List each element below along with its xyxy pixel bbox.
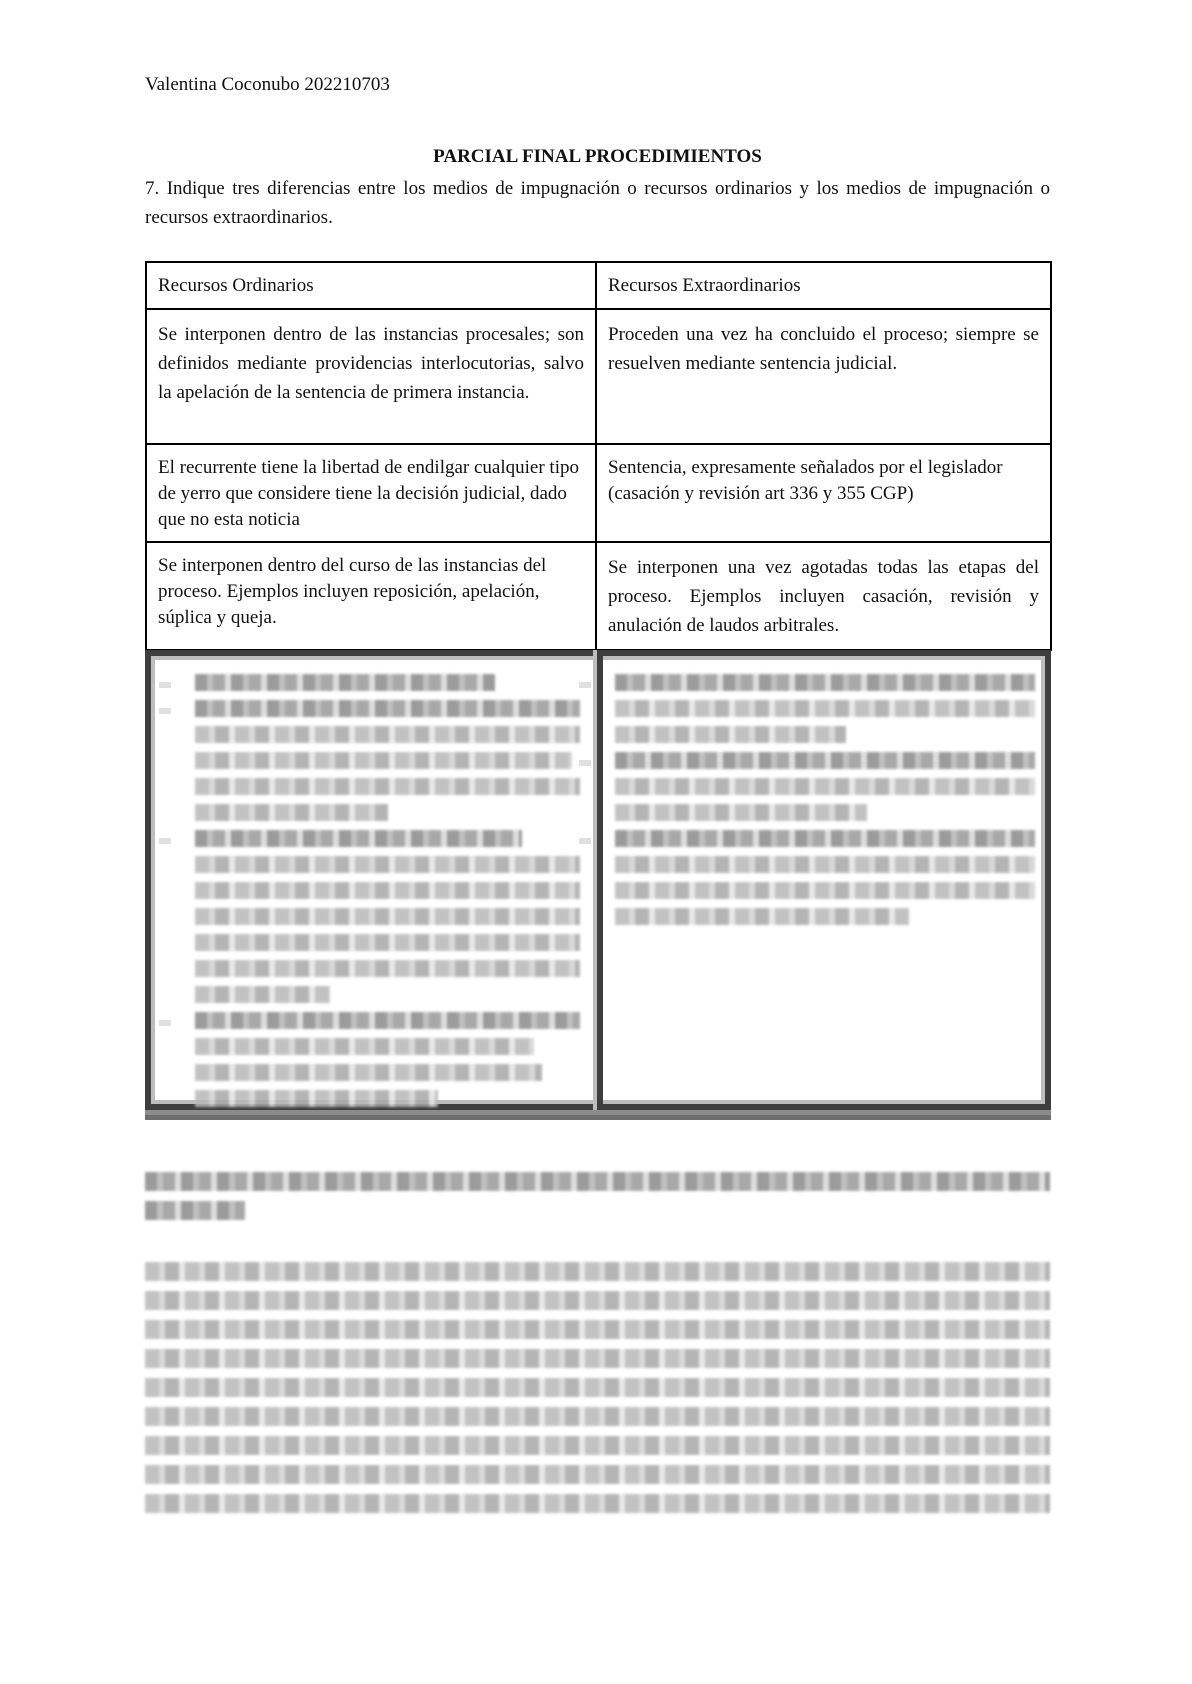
question-7: 7. Indique tres diferencias entre los medios de impugnación o recursos ordinarios y los medios de impugnación o recursos extraordinarios.	[145, 178, 1050, 228]
redacted-list-item	[195, 700, 580, 821]
bullet-icon	[159, 1020, 171, 1026]
bullet-icon	[579, 760, 591, 766]
table-row	[146, 309, 1051, 444]
cell-ordinarios: Se interponen dentro del curso de las instancias del proceso. Ejemplos incluyen reposición, apelación, súplica y queja.	[146, 542, 596, 650]
table-header-row	[146, 262, 1051, 309]
redacted-left-column	[195, 674, 580, 1116]
bullet-icon	[579, 682, 591, 688]
redacted-column-divider	[593, 650, 603, 1110]
header-ordinarios: Recursos Ordinarios	[146, 262, 596, 309]
comparison-table	[145, 261, 1052, 651]
bullet-icon	[159, 682, 171, 688]
redacted-question	[145, 1172, 1050, 1230]
header-extraordinarios: Recursos Extraordinarios	[596, 262, 1051, 309]
cell-extraordinarios: Se interponen una vez agotadas todas las etapas del proceso. Ejemplos incluyen casación, revisión y anulación de laudos arbitrales.	[596, 542, 1051, 650]
cell-extraordinarios: Sentencia, expresamente señalados por el legislador (casación y revisión art 336 y 355 CGP)	[596, 444, 1051, 542]
redacted-list-item	[195, 674, 580, 691]
cell-extraordinarios: Proceden una vez ha concluido el proceso; siempre se resuelven mediante sentencia judicial.	[596, 309, 1051, 444]
document-title: PARCIAL FINAL PROCEDIMIENTOS	[433, 146, 762, 167]
bullet-icon	[159, 838, 171, 844]
table-row	[146, 444, 1051, 542]
redacted-list-item	[615, 752, 1035, 821]
bullet-icon	[579, 838, 591, 844]
redacted-table-block	[145, 650, 1051, 1110]
cell-ordinarios: Se interponen dentro de las instancias procesales; son definidos mediante providencias interlocutorias, salvo la apelación de la sentencia de primera instancia.	[146, 309, 596, 444]
redacted-right-column	[615, 674, 1035, 934]
redacted-list-item	[195, 830, 580, 1003]
redacted-list-item	[615, 674, 1035, 743]
redacted-list-item	[615, 830, 1035, 925]
cell-ordinarios: El recurrente tiene la libertad de endilgar cualquier tipo de yerro que considere tiene la decisión judicial, dado que no esta noticia	[146, 444, 596, 542]
table-row	[146, 542, 1051, 650]
redacted-paragraph	[145, 1262, 1050, 1523]
redacted-list-item	[195, 1012, 580, 1107]
bullet-icon	[159, 708, 171, 714]
author-line: Valentina Coconubo 202210703	[145, 74, 390, 95]
